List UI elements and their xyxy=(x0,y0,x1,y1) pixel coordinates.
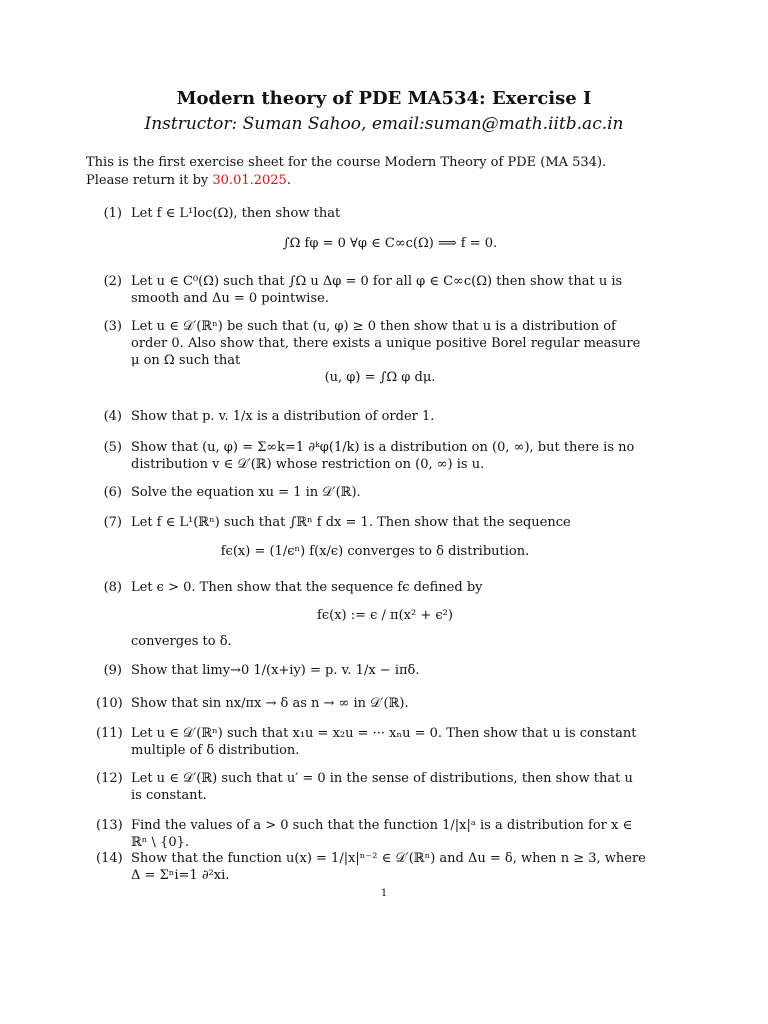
problem-text: Find the values of a > 0 such that the function 1/|x|ᵃ is a distribution for x ∈ ℝⁿ \ {0}. xyxy=(131,818,633,850)
problem-7-display: fϵ(x) = (1/ϵⁿ) f(x/ϵ) converges to δ distribution. xyxy=(220,544,530,559)
problem-text: Show that p. v. 1/x is a distribution of order 1. xyxy=(131,409,435,424)
problem-text: Let u ∈ 𝒟′(ℝⁿ) such that x₁u = x₂u = ··· xₙu = 0. Then show that u is constant multiple of δ distribution. xyxy=(131,726,637,758)
problem-text: Let u ∈ C⁰(Ω) such that ∫Ω u Δφ = 0 for all φ ∈ C∞c(Ω) then show that u is smooth and Δu = 0 pointwise. xyxy=(131,274,623,306)
problem-number: (9) xyxy=(103,663,122,678)
problem-9 xyxy=(100,662,646,679)
problem-number: (8) xyxy=(103,580,122,595)
problem-8-display: fϵ(x) := ϵ / π(x² + ϵ²) xyxy=(317,608,453,623)
problem-number: (13) xyxy=(96,818,123,833)
problem-7 xyxy=(100,514,646,531)
problem-text: Show that (u, φ) = Σ∞k=1 ∂ᵏφ(1/k) is a distribution on (0, ∞), but there is no distribution v ∈ 𝒟′(ℝ) whose restriction on (0, ∞) is u. xyxy=(131,440,635,472)
problem-number: (5) xyxy=(103,440,122,455)
problem-number: (3) xyxy=(103,319,122,334)
problem-number: (1) xyxy=(103,206,122,221)
page-number: 1 xyxy=(380,888,388,899)
problem-12 xyxy=(96,770,646,804)
problem-1 xyxy=(100,205,646,222)
problem-text: converges to δ. xyxy=(131,634,232,649)
problem-text: Let u ∈ 𝒟′(ℝ) such that u′ = 0 in the sense of distributions, then show that u is constant. xyxy=(131,771,633,803)
problem-8 xyxy=(100,579,646,596)
problem-number: (6) xyxy=(103,485,122,500)
instructor-line: Instructor: Suman Sahoo, email:suman@math.iitb.ac.in xyxy=(144,114,624,134)
problem-13 xyxy=(96,817,646,851)
problem-5 xyxy=(100,439,646,473)
problem-4 xyxy=(100,408,646,425)
problem-11 xyxy=(96,725,646,759)
problem-number: (14) xyxy=(96,851,123,866)
problem-text: Show that sin nx/πx → δ as n → ∞ in 𝒟′(ℝ). xyxy=(131,696,409,711)
problem-14 xyxy=(96,850,646,884)
problem-text: Show that the function u(x) = 1/|x|ⁿ⁻² ∈ 𝒟′(ℝⁿ) and Δu = δ, when n ≥ 3, where Δ = Σⁿi=1 ∂²xi. xyxy=(131,851,646,883)
problem-1-display: ∫Ω fφ = 0 ∀φ ∈ C∞c(Ω) ⟹ f = 0. xyxy=(282,236,498,251)
problem-text: Show that limy→0 1/(x+iy) = p. v. 1/x − iπδ. xyxy=(131,663,420,678)
due-date: 30.01.2025 xyxy=(212,173,287,188)
problem-number: (4) xyxy=(103,409,122,424)
intro-text: This is the first exercise sheet for the course Modern Theory of PDE (MA 534). Please return it by xyxy=(86,155,607,188)
problem-text: Let f ∈ L¹(ℝⁿ) such that ∫ℝⁿ f dx = 1. Then show that the sequence xyxy=(131,515,571,530)
problem-number: (2) xyxy=(103,274,122,289)
problem-number: (7) xyxy=(103,515,122,530)
page-title: Modern theory of PDE MA534: Exercise I xyxy=(176,88,592,109)
problem-number: (12) xyxy=(96,771,123,786)
problem-text: Let f ∈ L¹loc(Ω), then show that xyxy=(131,206,341,221)
intro-end: . xyxy=(286,173,291,188)
problem-10 xyxy=(96,695,646,712)
problem-text: Let ϵ > 0. Then show that the sequence fϵ defined by xyxy=(131,580,483,595)
problem-8-after xyxy=(100,633,646,650)
problem-2 xyxy=(100,273,646,307)
intro-paragraph xyxy=(86,154,646,190)
problem-6 xyxy=(100,484,646,501)
problem-number: (10) xyxy=(96,696,123,711)
problem-text: Let u ∈ 𝒟′(ℝⁿ) be such that (u, φ) ≥ 0 then show that u is a distribution of order 0. Also show that, there exists a unique positive Borel regular measure μ on Ω such that xyxy=(131,319,641,368)
problem-3 xyxy=(100,318,646,369)
problem-text: Solve the equation xu = 1 in 𝒟′(ℝ). xyxy=(131,485,361,500)
problem-number: (11) xyxy=(96,726,123,741)
problem-3-display: (u, φ) = ∫Ω φ dμ. xyxy=(324,370,436,385)
